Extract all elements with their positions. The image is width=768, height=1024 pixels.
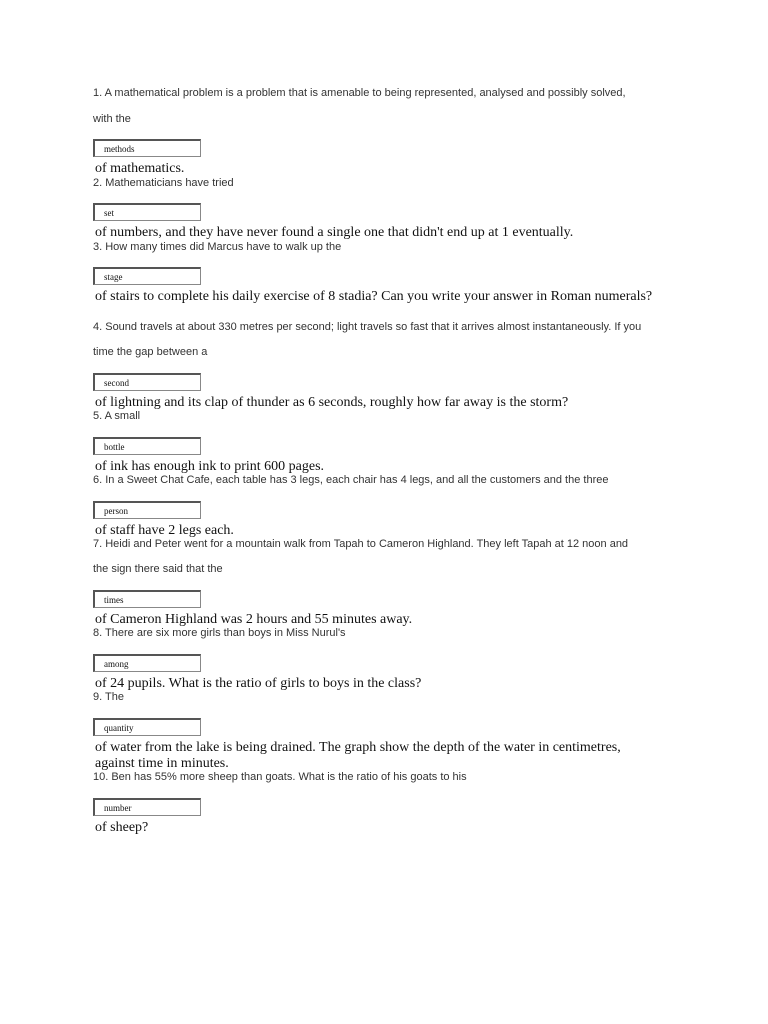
question-3-text: 3. How many times did Marcus have to walk up the — [93, 241, 342, 253]
answer-field-2[interactable]: set — [93, 203, 201, 221]
question-4-continuation: of lightning and its clap of thunder as 6 seconds, roughly how far away is the storm? — [95, 395, 569, 410]
question-9-continuation: of water from the lake is being drained. The graph show the depth of the water in centimetres, against time in minutes. — [95, 740, 621, 771]
answer-field-6[interactable]: person — [93, 501, 201, 519]
question-4-text-cont: time the gap between a — [93, 346, 208, 358]
question-4-text: 4. Sound travels at about 330 metres per second; light travels so fast that it arrives almost instantaneously. If you — [93, 321, 642, 333]
question-1-text-cont: with the — [93, 113, 131, 125]
answer-field-5[interactable]: bottle — [93, 437, 201, 455]
answer-field-9[interactable]: quantity — [93, 718, 201, 736]
question-5-text: 5. A small — [93, 410, 141, 422]
question-5-continuation: of ink has enough ink to print 600 pages. — [95, 459, 325, 474]
question-2-text: 2. Mathematicians have tried — [93, 177, 234, 189]
answer-field-7[interactable]: times — [93, 590, 201, 608]
question-7-continuation: of Cameron Highland was 2 hours and 55 minutes away. — [95, 612, 413, 627]
question-3-continuation: of stairs to complete his daily exercise of 8 stadia? Can you write your answer in Roman numerals? — [95, 289, 653, 304]
answer-field-4[interactable]: second — [93, 373, 201, 391]
question-9-text: 9. The — [93, 691, 124, 703]
question-7-text-cont: the sign there said that the — [93, 563, 223, 575]
answer-field-8[interactable]: among — [93, 654, 201, 672]
answer-field-3[interactable]: stage — [93, 267, 201, 285]
answer-field-10[interactable]: number — [93, 798, 201, 816]
question-7-text: 7. Heidi and Peter went for a mountain walk from Tapah to Cameron Highland. They left Tapah at 12 noon and — [93, 538, 629, 550]
question-8-text: 8. There are six more girls than boys in Miss Nurul's — [93, 627, 346, 639]
question-2-continuation: of numbers, and they have never found a single one that didn't end up at 1 eventually. — [95, 225, 574, 240]
question-10-continuation: of sheep? — [95, 820, 149, 835]
question-6-text: 6. In a Sweet Chat Cafe, each table has 3 legs, each chair has 4 legs, and all the customers and the three — [93, 474, 609, 486]
answer-field-1[interactable]: methods — [93, 139, 201, 157]
question-10-text: 10. Ben has 55% more sheep than goats. What is the ratio of his goats to his — [93, 771, 467, 783]
question-1-text: 1. A mathematical problem is a problem that is amenable to being represented, analysed and possibly solved, — [93, 87, 626, 99]
question-8-continuation: of 24 pupils. What is the ratio of girls to boys in the class? — [95, 676, 422, 691]
question-1-continuation: of mathematics. — [95, 161, 185, 176]
question-6-continuation: of staff have 2 legs each. — [95, 523, 234, 538]
